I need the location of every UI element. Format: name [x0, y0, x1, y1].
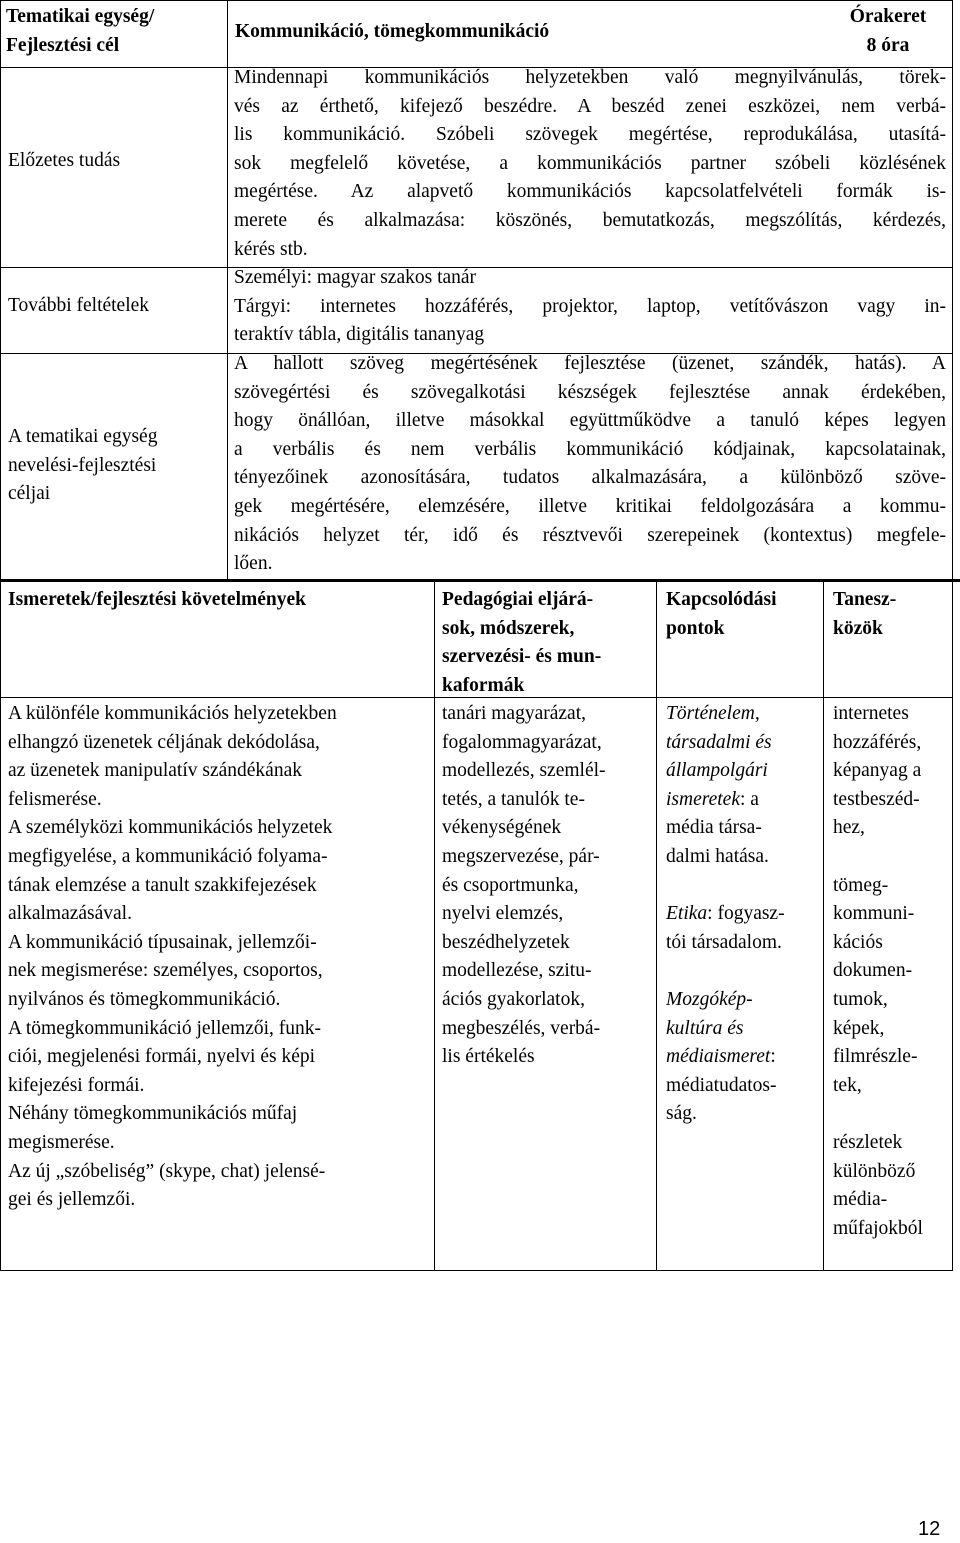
tools-line: testbeszéd- [833, 788, 920, 810]
goals-line: gek megértésére, elemzésére, illetve kritikai feldolgozására a kommu- [234, 495, 946, 517]
prior-line: sok megfelelő követése, a kommunikációs partner szóbeli közlésének [234, 152, 946, 174]
tools-header [833, 586, 948, 643]
methods-list [442, 700, 650, 1072]
requirements-line: A tömegkommunikáció jellemzői, funk- [8, 1017, 322, 1039]
connection-text: : [770, 1046, 776, 1068]
goals-label-line: nevelési-fejlesztési [8, 454, 157, 476]
connections-header-line: pontok [666, 617, 725, 639]
hours-block [830, 3, 946, 60]
connections-column-divider [656, 580, 657, 1270]
tools-line: hez, [833, 817, 865, 839]
conditions-label: További feltételek [8, 295, 150, 316]
goals-line: nikációs helyzet tér, idő és résztvevői szerepeinek (kontextus) megfele- [234, 524, 946, 546]
label-column-divider [227, 0, 228, 580]
tools-header-line: közök [833, 617, 883, 639]
connections-list [666, 700, 818, 1129]
goals-text [234, 350, 946, 579]
tools-line: kációs [833, 931, 883, 953]
tools-line: különböző [833, 1160, 916, 1182]
connection-text: : a [740, 788, 759, 810]
header-label-line: Tematikai egység/ [6, 6, 155, 27]
prior-knowledge-label: Előzetes tudás [8, 150, 121, 171]
tools-line: filmrészle- [833, 1046, 918, 1068]
goals-line: hogy önállóan, illetve másokkal együttműködve a tanuló képes legyen [234, 410, 946, 432]
connection-ethics [666, 900, 818, 957]
table-top-border [0, 0, 953, 1]
requirements-header: Ismeretek/fejlesztési követelmények [8, 589, 306, 610]
requirements-line: nyilvános és tömegkommunikáció. [8, 988, 281, 1010]
header-label-line: Fejlesztési cél [6, 34, 120, 56]
connection-subject: ismeretek [666, 788, 740, 810]
methods-line: modellezése, szitu- [442, 960, 592, 982]
requirements-list [8, 700, 428, 1215]
connection-media [666, 986, 818, 1129]
conditions-line: Tárgyi: internetes hozzáférés, projektor, laptop, vetítővászon vagy in- [234, 295, 946, 317]
goals-line: lően. [234, 553, 273, 575]
requirements-line: A kommunikáció típusainak, jellemzői- [8, 931, 317, 953]
connection-text: : fogyasz- [707, 903, 785, 925]
methods-line: ációs gyakorlatok, [442, 988, 585, 1010]
goals-label [8, 423, 223, 509]
goals-line: szövegértési és szövegalkotási készségek fejlesztése annak érdekében, [234, 381, 946, 403]
tools-line: internetes [833, 703, 909, 724]
requirements-line: alkalmazásával. [8, 903, 132, 925]
requirements-line: az üzenetek manipulatív szándékának [8, 760, 302, 782]
goals-label-line: A tematikai egység [8, 426, 158, 447]
connection-subject: társadalmi és [666, 731, 772, 753]
requirements-line: megismerése. [8, 1131, 115, 1153]
methods-column-divider [434, 580, 435, 1270]
header-label [6, 3, 226, 60]
requirements-line: A különféle kommunikációs helyzetekben [8, 703, 337, 724]
prior-line: lis kommunikáció. Szóbeli szövegek megértése, reprodukálása, utasítá- [234, 124, 946, 146]
prior-line: kérés stb. [234, 238, 308, 260]
methods-header [442, 586, 650, 700]
tools-line: tumok, [833, 988, 888, 1010]
connections-header [666, 586, 816, 643]
methods-line: beszédhelyzetek [442, 931, 570, 953]
methods-line: megszervezése, pár- [442, 845, 600, 867]
connection-subject: állampolgári [666, 760, 768, 782]
prior-line: merete és alkalmazása: köszönés, bemutatkozás, megszólítás, kérdezés, [234, 209, 946, 231]
prior-line: vés az érthető, kifejező beszédre. A beszéd zenei eszközei, nem verbá- [234, 95, 946, 117]
tools-list [833, 700, 951, 1243]
connection-text: médiatudatos- [666, 1074, 777, 1096]
prior-line: Mindennapi kommunikációs helyzetekben való megnyilvánulás, törek- [234, 67, 946, 88]
methods-line: nyelvi elemzés, [442, 903, 564, 925]
requirements-line: tának elemzése a tanult szakkifejezések [8, 874, 317, 896]
connection-subject: médiaismeret [666, 1046, 771, 1068]
methods-header-line: sok, módszerek, [442, 617, 575, 639]
methods-line: tanári magyarázat, [442, 703, 586, 724]
table-bottom-border [0, 1270, 953, 1271]
methods-line: és csoportmunka, [442, 874, 579, 896]
methods-line: fogalommagyarázat, [442, 731, 602, 753]
hours-value: 8 óra [866, 34, 910, 56]
connection-history [666, 700, 818, 872]
requirements-line: ciói, megjelenési formái, nyelvi és képi [8, 1046, 316, 1068]
methods-line: tetés, a tanulók te- [442, 788, 585, 810]
goals-label-line: céljai [8, 483, 51, 505]
methods-line: modellezés, szemlél- [442, 760, 606, 782]
connections-header-line: Kapcsolódási [666, 589, 777, 610]
tools-header-line: Tanesz- [833, 589, 897, 610]
methods-line: lis értékelés [442, 1046, 535, 1068]
tools-line: műfajokból [833, 1217, 923, 1239]
tools-column-divider [823, 580, 824, 1270]
tools-line: képanyag a [833, 760, 922, 782]
prior-knowledge-text [234, 64, 946, 264]
connection-text: ság. [666, 1103, 697, 1125]
page-number: 12 [918, 1518, 941, 1540]
requirements-line: gei és jellemzői. [8, 1189, 136, 1211]
connection-subject: Etika [666, 903, 708, 925]
methods-line: vékenységének [442, 817, 562, 839]
tools-line: tömeg- [833, 874, 889, 896]
tools-line: hozzáférés, [833, 731, 922, 753]
unit-title: Kommunikáció, tömegkommunikáció [235, 21, 550, 42]
methods-header-line: szervezési- és mun- [442, 646, 602, 668]
tools-line: dokumen- [833, 960, 913, 982]
methods-line: megbeszélés, verbá- [442, 1017, 601, 1039]
tools-line: tek, [833, 1074, 862, 1096]
conditions-text [234, 264, 946, 350]
requirements-line: felismerése. [8, 788, 102, 810]
tools-line: kommuni- [833, 903, 915, 925]
connection-text: média társa- [666, 817, 762, 839]
connection-text: dalmi hatása. [666, 845, 769, 867]
goals-line: tényezőinek azonosítására, tudatos alkalmazására, a különböző szöve- [234, 467, 946, 489]
requirements-line: Néhány tömegkommunikációs műfaj [8, 1103, 298, 1125]
connection-subject: kultúra és [666, 1017, 744, 1039]
table-right-border [952, 0, 953, 1270]
methods-header-line: kaformák [442, 674, 525, 696]
tools-line: képek, [833, 1017, 885, 1039]
goals-line: A hallott szöveg megértésének fejlesztése (üzenet, szándék, hatás). A [234, 353, 946, 374]
requirements-line: elhangzó üzenetek céljának dekódolása, [8, 731, 320, 753]
requirements-line: Az új „szóbeliség” (skype, chat) jelensé- [8, 1160, 326, 1182]
table-left-border [0, 0, 1, 1270]
tools-line: részletek [833, 1131, 903, 1153]
goals-line: a verbális és nem verbális kommunikáció kódjainak, kapcsolatainak, [234, 438, 946, 460]
connection-subject: Mozgókép- [666, 988, 753, 1010]
conditions-line: teraktív tábla, digitális tananyag [234, 324, 485, 346]
hours-label: Órakeret [849, 6, 927, 27]
requirements-line: megfigyelése, a kommunikáció folyama- [8, 845, 328, 867]
conditions-line: Személyi: magyar szakos tanár [234, 267, 477, 288]
requirements-line: nek megismerése: személyes, csoportos, [8, 960, 323, 982]
methods-header-line: Pedagógiai eljárá- [442, 589, 594, 610]
requirements-line: kifejezési formái. [8, 1074, 145, 1096]
tools-line: média- [833, 1189, 888, 1211]
requirements-line: A személyközi kommunikációs helyzetek [8, 817, 333, 839]
connection-subject: Történelem, [666, 703, 760, 724]
prior-line: megértése. Az alapvető kommunikációs kapcsolatfelvételi formák is- [234, 181, 946, 203]
row-divider-goals [0, 579, 960, 582]
tools-line [833, 843, 951, 872]
connection-text: tói társadalom. [666, 931, 782, 953]
tools-line [833, 1100, 951, 1129]
